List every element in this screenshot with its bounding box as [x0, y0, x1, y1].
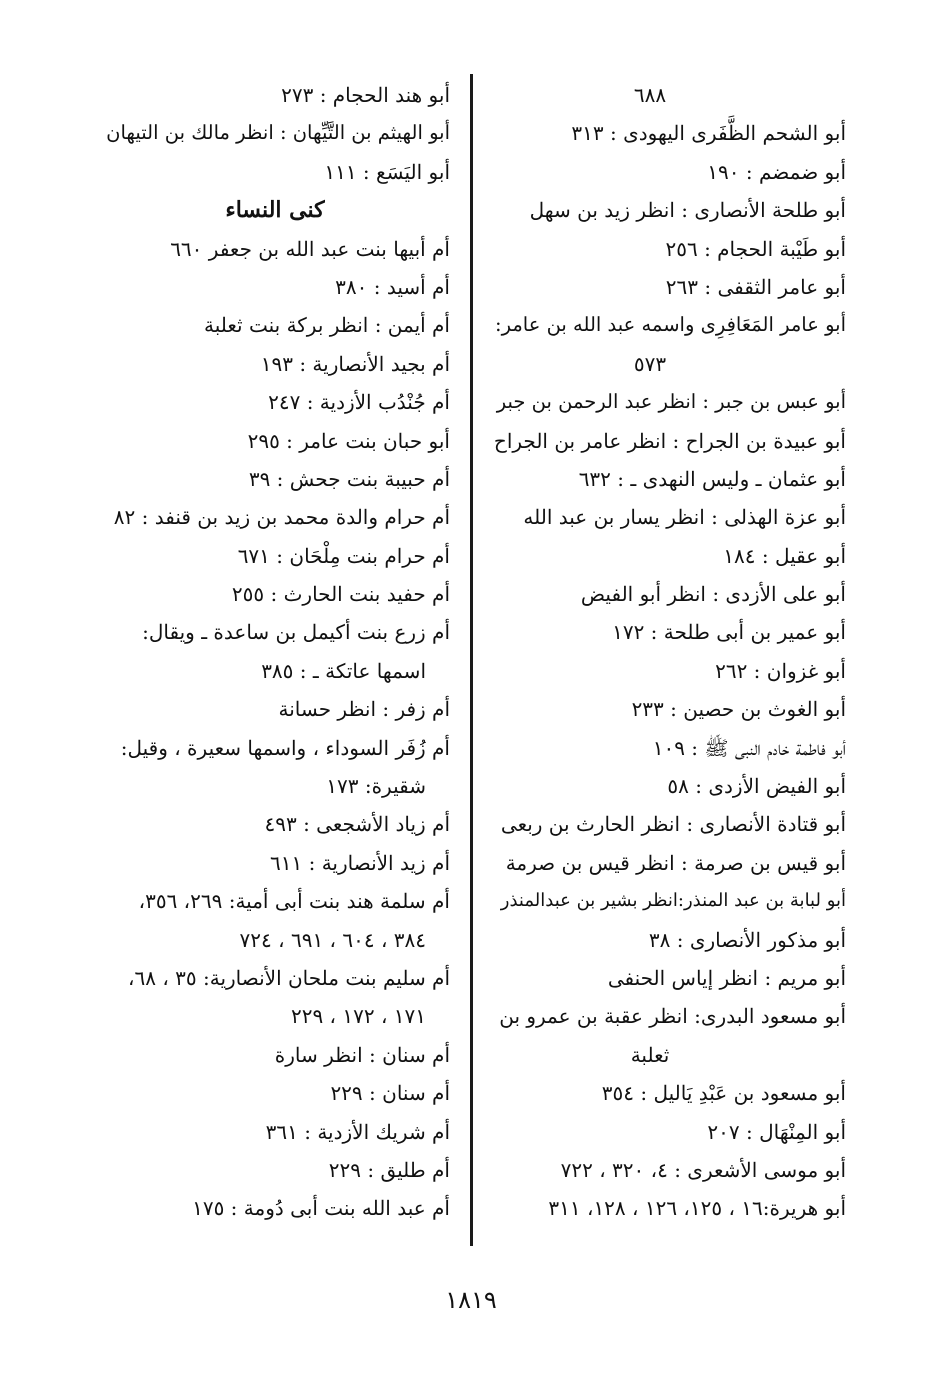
index-column-left — [100, 76, 450, 1228]
index-entry: أبو فاطمة خادم النبى ﷺ : ١٠٩ — [652, 735, 846, 760]
index-entry: أبو موسى الأشعرى : ٤، ٣٢٠ ، ٧٢٢ — [560, 1157, 846, 1182]
index-entry: أم سلمة هند بنت أبى أمية: ٢٦٩، ٣٥٦، — [138, 889, 450, 914]
page-number: ١٨١٩ — [445, 1286, 497, 1314]
index-entry: أبو هند الحجام : ٢٧٣ — [281, 83, 450, 107]
index-entry: أم أسيد : ٣٨٠ — [335, 274, 450, 299]
index-entry: أبو عقيل : ١٨٤ — [723, 543, 846, 568]
index-entry: أبو مسعود بن عَبْدِ يَاليل : ٣٥٤ — [601, 1081, 846, 1106]
index-column-right — [494, 76, 846, 1228]
index-entry: أبو مذكور الأنصارى : ٣٨ — [648, 927, 846, 952]
index-entry: أبو عامر الثقفى : ٢٦٣ — [665, 274, 846, 299]
index-entry: أم زُفَر السوداء ، واسمها سعيرة ، وقيل: — [120, 735, 450, 760]
index-entry: أم أيمن : انظر بركة بنت ثعلبة — [204, 313, 450, 338]
section-heading: كنى النساء — [225, 197, 325, 224]
index-entry: أبو ضمضم : ١٩٠ — [707, 159, 846, 184]
column-divider — [470, 74, 473, 1246]
index-entry: أبو عثمان ـ وليس النهدى ـ : ٦٣٢ — [578, 466, 846, 491]
index-entry: أم سنان : ٢٢٩ — [330, 1081, 450, 1106]
index-entry-continuation: ٥٧٣ — [633, 351, 667, 376]
index-entry: أبو اليَسَع : ١١١ — [324, 159, 450, 184]
index-entry: أبو طلحة الأنصارى : انظر زيد بن سهل — [529, 198, 846, 223]
index-entry: أبو طَيْبة الحجام : ٢٥٦ — [665, 236, 846, 261]
index-entry: أبو مريم : انظر إياس الحنفى — [607, 965, 846, 990]
index-entry: أم بجيد الأنصارية : ١٩٣ — [260, 351, 450, 376]
index-entry-continuation: ثعلبة — [630, 1042, 670, 1067]
index-entry: أم زفر : انظر حسانة — [278, 697, 450, 722]
index-entry: أبو قيس بن صرمة : انظر قيس بن صرمة — [505, 850, 846, 875]
running-page-number: ٦٨٨ — [633, 83, 667, 107]
index-entry: أبو لبابة بن عبد المنذر:انظر بشير بن عبدالمنذر — [500, 890, 846, 912]
index-entry: أبو عبيدة بن الجراح : انظر عامر بن الجراح — [493, 428, 846, 453]
index-entry: أبو عزة الهذلى : انظر يسار بن عبد الله — [523, 505, 846, 530]
index-entry: أم زيد الأنصارية : ٦١١ — [270, 850, 450, 875]
index-entry: أم جُنْدُب الأزدية : ٢٤٧ — [268, 390, 450, 415]
index-entry: أم زرع بنت أكيمل بن ساعدة ـ ويقال: — [142, 620, 450, 645]
index-entry: أبو حبان بنت عامر : ٢٩٥ — [247, 428, 450, 453]
index-entry: أبو الفيض الأزدى : ٥٨ — [667, 774, 846, 799]
index-entry: أبو عمير بن أبى طلحة : ١٧٢ — [612, 620, 846, 645]
index-entry: أم حرام والدة محمد بن زيد بن قنفد : ٨٢ — [113, 505, 450, 530]
index-entry: أم سنان : انظر سارة — [274, 1042, 450, 1067]
index-entry: أبو قتادة الأنصارى : انظر الحارث بن ربعى — [500, 812, 846, 837]
index-entry: أبو غزوان : ٢٦٢ — [715, 658, 846, 683]
index-entry: أم عبد الله بنت أبى دُومة : ١٧٥ — [192, 1196, 450, 1221]
index-entry: أم حفيد بنت الحارث : ٢٥٥ — [231, 582, 450, 607]
index-entry-continuation: ١٧١ ، ١٧٢ ، ٢٢٩ — [290, 1004, 426, 1029]
index-entry: أم سليم بنت ملحان الأنصارية: ٣٥ ، ٦٨، — [128, 965, 450, 990]
index-entry: أم شريك الأزدية : ٣٦١ — [265, 1119, 450, 1144]
index-entry: أبو هريرة:١٦ ، ١٢٥، ١٢٦ ، ١٢٨، ٣١١ — [548, 1196, 846, 1221]
index-entry: أبو الغوث بن حصين : ٢٣٣ — [631, 697, 846, 722]
index-entry: أبو عامر المَعَافِرِى واسمه عبد الله بن عامر: — [495, 313, 846, 337]
index-entry: أم طليق : ٢٢٩ — [328, 1157, 450, 1182]
index-entry: أم زياد الأشجعى : ٤٩٣ — [264, 812, 450, 837]
index-entry: أم حرام بنت مِلْحَان : ٦٧١ — [237, 543, 450, 568]
index-entry-continuation: اسمها عاتكة ـ : ٣٨٥ — [261, 658, 426, 683]
index-entry-continuation: ٣٨٤ ، ٦٠٤ ، ٦٩١ ، ٧٢٤ — [239, 927, 426, 952]
index-entry: أبو المِنْهَال : ٢٠٧ — [707, 1119, 846, 1144]
index-entry-continuation: شقيرة: ١٧٣ — [326, 774, 426, 799]
index-entry: أبو مسعود البدرى: انظر عقبة بن عمرو بن — [499, 1004, 846, 1029]
index-entry: أبو عبس بن جبر : انظر عبد الرحمن بن جبر — [496, 390, 846, 414]
index-entry: أبو الهيثم بن التَّيِّهان : انظر مالك بن التيهان — [106, 121, 450, 145]
index-entry: أبو الشحم الظَّفَرى اليهودى : ٣١٣ — [571, 121, 846, 146]
index-entry: أم أبيها بنت عبد الله بن جعفر ٦٦٠ — [170, 236, 450, 261]
index-entry: أم حبيبة بنت جحش : ٣٩ — [248, 466, 450, 491]
index-entry: أبو على الأزدى : انظر أبو الفيض — [580, 582, 846, 607]
